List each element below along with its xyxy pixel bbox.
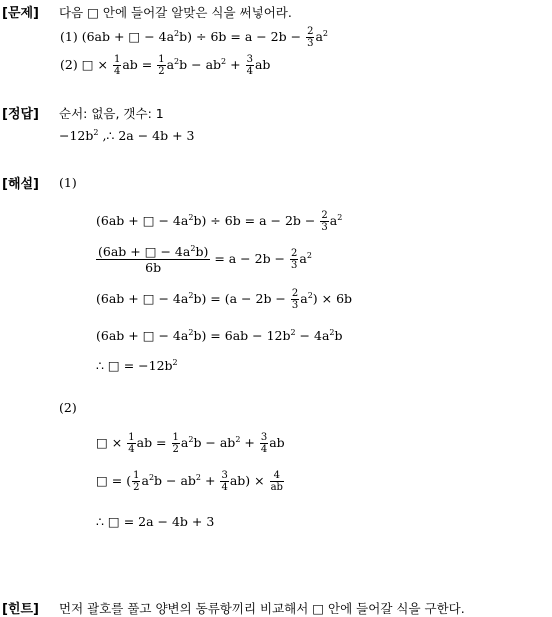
hint-label: [힌트] — [2, 602, 39, 617]
t2-mid2: b − ab — [154, 473, 196, 488]
t1-mid3: b − ab — [193, 435, 236, 450]
s2-c: a — [299, 251, 307, 266]
solution-label: [해설] — [2, 177, 39, 192]
s4-d: b — [334, 328, 343, 343]
answer-label: [정답] — [2, 107, 39, 122]
q2-frac1: $\frac{1}{4}$ — [113, 54, 121, 77]
t1-frac1: $\frac{1}{4}$ — [128, 432, 135, 455]
answer-line1: 순서: 없음, 갯수: 1 — [59, 106, 164, 121]
problem-label: [문제] — [2, 6, 39, 21]
solution-step5 — [96, 358, 178, 373]
s4-a: (6ab + □ − 4a — [96, 328, 189, 343]
t2-mid4: ab) × — [229, 473, 265, 488]
s3-sup: 2 — [188, 291, 194, 300]
s2-b: = a − 2b − — [214, 251, 286, 266]
solution-step1 — [96, 210, 342, 233]
problem-q2 — [60, 54, 270, 77]
t2-mid1: a — [141, 473, 149, 488]
problem-intro: 다음 □ 안에 들어갈 알맞은 식을 써넣어라. — [59, 5, 292, 20]
q2-sup2: 2 — [221, 57, 227, 66]
s1-sup: 2 — [188, 213, 194, 222]
q1-lhs2: b) ÷ 6b = a − 2b − — [179, 29, 302, 44]
t1-mid2: a — [180, 435, 189, 450]
q2-sup1: 2 — [174, 57, 180, 66]
q2-number: (2) — [60, 57, 78, 72]
s1-c: a — [329, 213, 338, 228]
t1-tail: ab — [269, 435, 285, 450]
q2-pre: □ × — [81, 57, 108, 72]
t2-frac2: $\frac{3}{4}$ — [221, 470, 228, 493]
s4-b: b) = 6ab − 12b — [193, 328, 291, 343]
t2-pre: □ = ( — [96, 473, 132, 488]
s1-sup2: 2 — [337, 213, 343, 222]
q2-mid3: b − ab — [179, 57, 222, 72]
q1-lhs: (6ab + □ − 4a — [81, 29, 175, 44]
s2-big-fraction: $\frac{(6ab + □ - 4a^2b)}{6b}$ — [98, 244, 209, 275]
t2-frac1: $\frac{1}{2}$ — [133, 470, 140, 493]
answer-value2: ,∴ 2a − 4b + 3 — [98, 128, 195, 143]
solution-part1: (1) — [59, 175, 77, 190]
s3-c: a — [300, 291, 308, 306]
s3-sup2: 2 — [307, 291, 313, 300]
t1-pre: □ × — [96, 435, 123, 450]
solution-step3 — [96, 288, 352, 311]
answer-sup: 2 — [93, 128, 99, 137]
q2-tail: ab — [254, 57, 271, 72]
q2-frac3: $\frac{3}{4}$ — [246, 54, 253, 77]
q1-sup: 2 — [174, 29, 180, 38]
s4-sup3: 2 — [329, 328, 335, 337]
answer-value1: −12b — [59, 128, 94, 143]
q2-mid4: + — [226, 57, 241, 72]
q2-frac2: $\frac{1}{2}$ — [158, 54, 165, 77]
hint-text: 먼저 괄호를 풀고 양변의 동류항끼리 비교해서 □ 안에 들어갈 식을 구한다. — [59, 601, 465, 616]
t1-frac3: $\frac{3}{4}$ — [260, 432, 268, 455]
s5-sup: 2 — [172, 358, 178, 367]
t1-frac2: $\frac{1}{2}$ — [172, 432, 179, 455]
solution-part2: (2) — [59, 400, 77, 415]
t2-sup1: 2 — [148, 473, 155, 482]
solution-t2 — [96, 470, 285, 493]
q1-number: (1) — [60, 29, 78, 44]
q1-tail: a — [315, 29, 323, 44]
s4-sup: 2 — [188, 328, 194, 337]
q2-mid1: ab = — [122, 57, 153, 72]
s3-a: (6ab + □ − 4a — [96, 291, 189, 306]
q1-fraction: $\frac{2}{3}$ — [307, 26, 314, 49]
s3-fraction: $\frac{2}{3}$ — [291, 288, 299, 311]
answer-line2 — [59, 128, 195, 143]
s1-b: b) ÷ 6b = a − 2b − — [193, 213, 316, 228]
t1-sup2: 2 — [235, 435, 241, 444]
t2-sup2: 2 — [195, 473, 202, 482]
s2-sup: 2 — [306, 251, 312, 260]
q1-tail-sup: 2 — [322, 29, 328, 38]
problem-q1 — [60, 26, 328, 49]
s1-fraction: $\frac{2}{3}$ — [321, 210, 328, 233]
s4-c: − 4a — [295, 328, 330, 343]
s2-fraction: $\frac{2}{3}$ — [291, 248, 298, 271]
s4-sup2: 2 — [290, 328, 296, 337]
s3-b: b) = (a − 2b − — [193, 291, 286, 306]
t1-mid4: + — [240, 435, 255, 450]
q2-mid2: a — [166, 57, 175, 72]
solution-step2 — [96, 244, 312, 275]
t2-frac3: $\frac{4}{ab}$ — [270, 470, 283, 493]
t1-mid1: ab = — [136, 435, 167, 450]
s5-a: ∴ □ = −12b — [96, 358, 173, 373]
t1-sup1: 2 — [188, 435, 194, 444]
t2-mid3: + — [201, 473, 216, 488]
s1-a: (6ab + □ − 4a — [96, 213, 189, 228]
solution-step4 — [96, 328, 343, 343]
solution-t1 — [96, 432, 285, 455]
s3-d: ) × 6b — [312, 291, 353, 306]
solution-t3: ∴ □ = 2a − 4b + 3 — [96, 514, 215, 529]
